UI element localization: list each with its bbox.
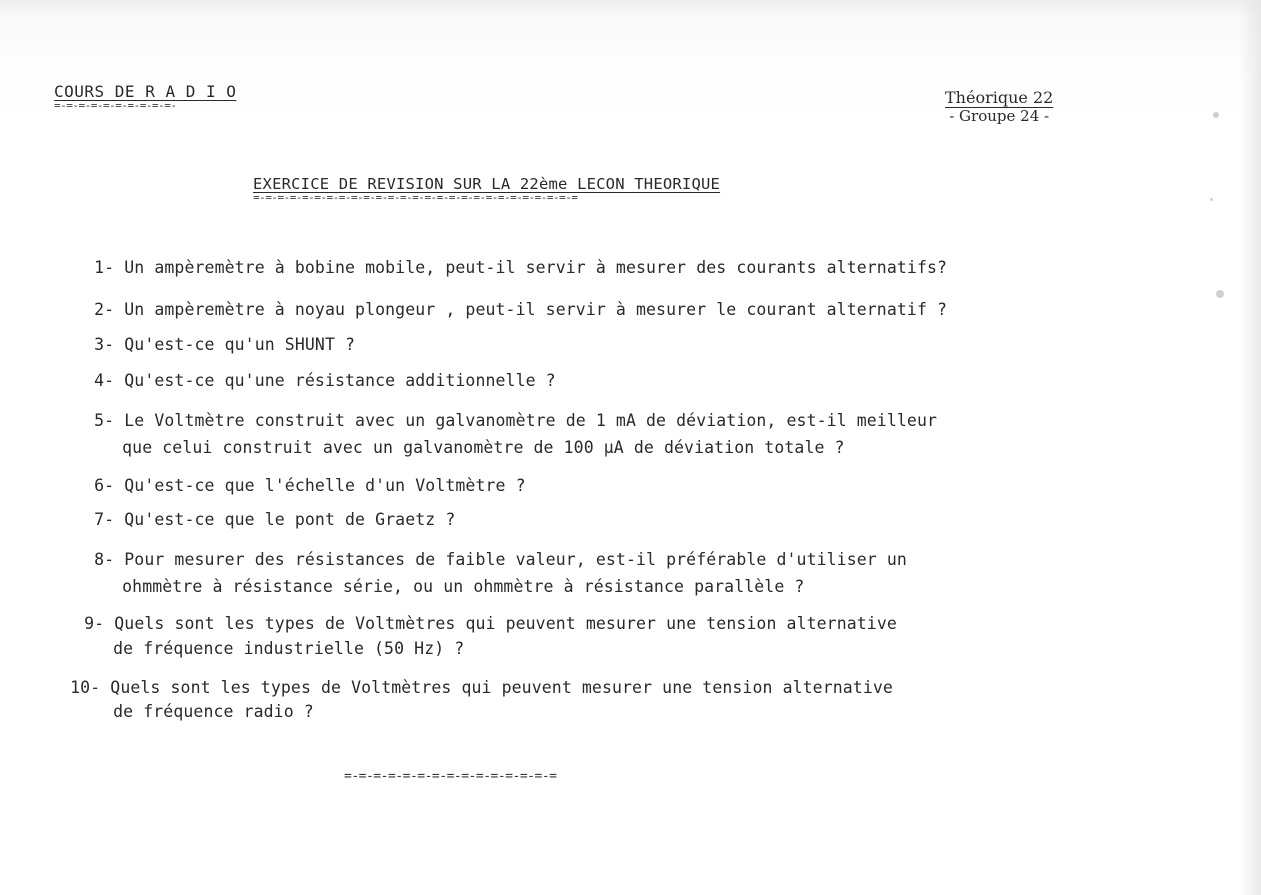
question-text: ohmmètre à résistance série, ou un ohmmètre à résistance parallèle ? bbox=[122, 577, 805, 596]
scan-speck bbox=[1216, 290, 1224, 298]
exercise-title-underline: =-=-=-=-=-=-=-=-=-=-=-=-=-=-=-=-=-=-=-=-=-=-=-=-=-=-= bbox=[253, 191, 578, 204]
question-number: 5- bbox=[94, 411, 115, 430]
question-number: 9- bbox=[84, 614, 105, 633]
question-number: 8- bbox=[94, 550, 115, 569]
question-text: Qu'est-ce que l'échelle d'un Voltmètre ? bbox=[124, 476, 526, 495]
question-text: Pour mesurer des résistances de faible valeur, est-il préférable d'utiliser un bbox=[124, 550, 907, 569]
question-text: Un ampèremètre à bobine mobile, peut-il servir à mesurer des courants alternatifs? bbox=[124, 258, 948, 277]
question-number: 6- bbox=[94, 476, 115, 495]
reference-number: Théorique 22 bbox=[945, 88, 1054, 107]
question-text: Un ampèremètre à noyau plongeur , peut-il servir à mesurer le courant alternatif ? bbox=[124, 300, 948, 319]
question-text: Quels sont les types de Voltmètres qui peuvent mesurer une tension alternative bbox=[110, 678, 893, 697]
course-header bbox=[54, 82, 236, 110]
course-title: COURS DE R A D I O bbox=[54, 82, 237, 101]
question-text: Qu'est-ce qu'une résistance additionnelle ? bbox=[124, 371, 556, 390]
question-text: de fréquence industrielle (50 Hz) ? bbox=[113, 639, 465, 658]
course-title-underline: =-=-=-=-=-=-=-=-=-=- bbox=[54, 99, 177, 112]
question-number: 2- bbox=[94, 300, 115, 319]
question-number: 7- bbox=[94, 510, 115, 529]
question-text: Quels sont les types de Voltmètres qui peuvent mesurer une tension alternative bbox=[114, 614, 897, 633]
question-text: Le Voltmètre construit avec un galvanomètre de 1 mA de déviation, est-il meilleur bbox=[124, 411, 938, 430]
question-text: que celui construit avec un galvanomètre de 100 µA de déviation totale ? bbox=[122, 438, 845, 457]
question-number: 4- bbox=[94, 371, 115, 390]
lesson-reference bbox=[945, 88, 1053, 125]
scan-speck bbox=[1210, 198, 1213, 201]
question-text: Qu'est-ce que le pont de Graetz ? bbox=[124, 510, 456, 529]
exercise-heading bbox=[253, 175, 720, 202]
question-continuation bbox=[73, 677, 314, 746]
scan-speck bbox=[1213, 112, 1219, 118]
question-text: de fréquence radio ? bbox=[113, 702, 314, 721]
question-number: 1- bbox=[94, 258, 115, 277]
question-number: 3- bbox=[94, 335, 115, 354]
footer-divider: =-=-=-=-=-=-=-=-=-=-=-=-=-=-= bbox=[344, 769, 557, 784]
group-number: - Groupe 24 - bbox=[949, 107, 1050, 125]
question-number: 10- bbox=[70, 678, 101, 697]
exercise-title: EXERCICE DE REVISION SUR LA 22ème LECON THEORIQUE bbox=[253, 175, 721, 193]
page-edge-shadow bbox=[1239, 0, 1261, 895]
question-text: Qu'est-ce qu'un SHUNT ? bbox=[124, 335, 356, 354]
